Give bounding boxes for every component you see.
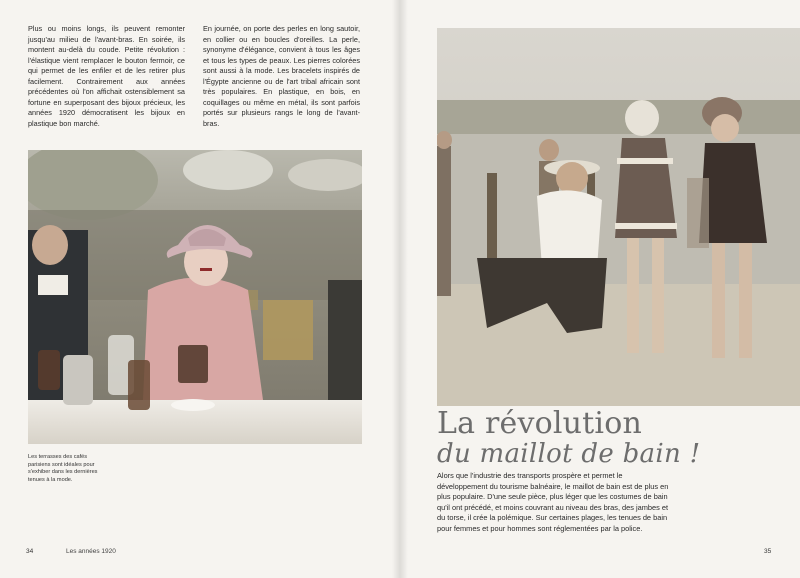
- book-gutter: [392, 0, 408, 578]
- heading-line-1: La révolution: [437, 406, 642, 441]
- photo-caption: Les terrasses des cafés parisiens sont idéales pour s'exhiber dans les dernières tenues à la mode.: [28, 454, 98, 483]
- heading-line-2: du maillot de bain !: [437, 439, 701, 469]
- running-head: Les années 1920: [66, 548, 116, 555]
- lede-paragraph: Alors que l'industrie des transports prospère et permet le développement du tourisme balnéaire, le maillot de bain est de plus en plus populaire. D'une seule pièce, plus léger que les costumes de bain qu'il ont précédé, et moins couvrant au niveau des bras, des jambes et du torse, il crée la polémique. Sur certaines plages, les tenues de bain pour femmes et pour hommes sont réglementées par la police.: [437, 471, 669, 533]
- page-number-left: 34: [26, 548, 34, 555]
- beach-photo: [437, 28, 800, 406]
- cafe-scene-illustration: [28, 150, 362, 444]
- section-heading: [437, 408, 782, 468]
- body-text-col1: Plus ou moins longs, ils peuvent remonter jusqu'au milieu de l'avant-bras. En soirée, ils montent au-delà du coude. Petite révolution : l'élastique vient remplacer le bouton fermoir, ce qui permet de les enfiler et de les retirer plus facilement. Contrairement aux années précédentes où l'on affichait ostensiblement sa fortune en superposant des bijoux précieux, les années 1920 démocratisent les bijoux en plastique bon marché.: [28, 24, 185, 128]
- body-text-col2: En journée, on porte des perles en long sautoir, en collier ou en boucles d'oreilles. La perle, synonyme d'élégance, convient à tous les âges et tous les types de peaux. Les pierres colorées sont aussi à la mode. Les bracelets inspirés de l'Égypte ancienne ou de l'art tribal africain sont très populaires. En plastique, en bois, en coquillages ou même en métal, ils sont parfois portés sur plusieurs rangs le long de l'avant-bras.: [203, 24, 360, 128]
- text-column-1: [28, 24, 185, 129]
- cafe-terrace-photo: [28, 150, 362, 444]
- page-number-right: 35: [764, 548, 772, 555]
- beach-scene-illustration: [437, 28, 800, 406]
- text-column-2: [203, 24, 360, 129]
